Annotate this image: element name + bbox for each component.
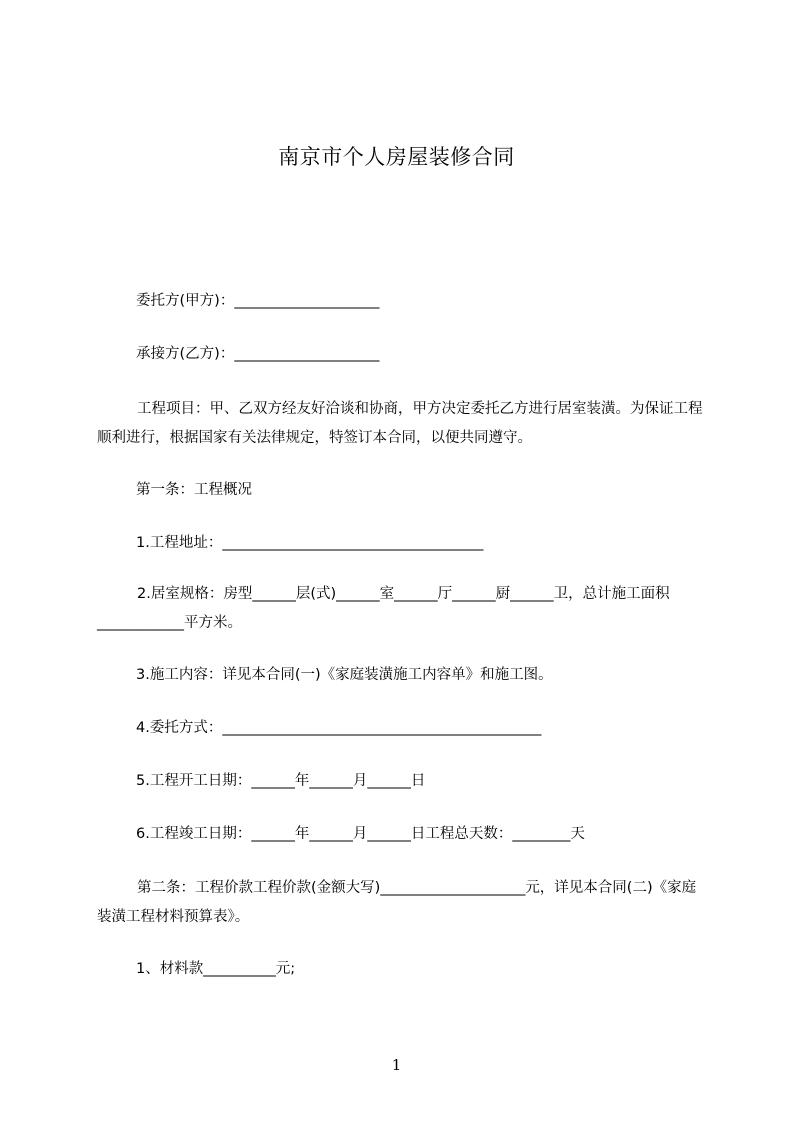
party-a-line: 委托方(甲方)：____________________ (136, 293, 380, 309)
room-spec-paragraph: 2.居室规格：房型______层(式)______室______厅______厨______卫，总计施工面积____________平方米。 (97, 586, 670, 631)
work-content-line: 3.施工内容：详见本合同(一)《家庭装潢施工内容单》和施工图。 (136, 667, 553, 683)
entrust-method-line: 4.委托方式：____________________________________________ (136, 720, 542, 736)
page-number: 1 (391, 1056, 402, 1074)
start-date-line: 5.工程开工日期：______年______月______日 (136, 773, 426, 789)
project-intro-paragraph: 工程项目：甲、乙双方经友好洽谈和协商，甲方决定委托乙方进行居室装潢。为保证工程顺利进行，根据国家有关法律规定，特签订本合同，以便共同遵守。 (97, 401, 703, 446)
completion-date-line: 6.工程竣工日期：______年______月______日工程总天数：________天 (136, 826, 585, 842)
project-address-line: 1.工程地址：____________________________________ (136, 535, 484, 551)
article-1-heading: 第一条：工程概况 (136, 482, 252, 498)
page-title: 南京市个人房屋装修合同 (278, 145, 515, 169)
party-b-line: 承接方(乙方)：____________________ (136, 346, 380, 362)
article-2-paragraph: 第二条：工程价款工程价款(金额大写)____________________元，详见本合同(二)《家庭装潢工程材料预算表》。 (97, 880, 697, 925)
materials-line: 1、材料款__________元; (136, 961, 296, 977)
